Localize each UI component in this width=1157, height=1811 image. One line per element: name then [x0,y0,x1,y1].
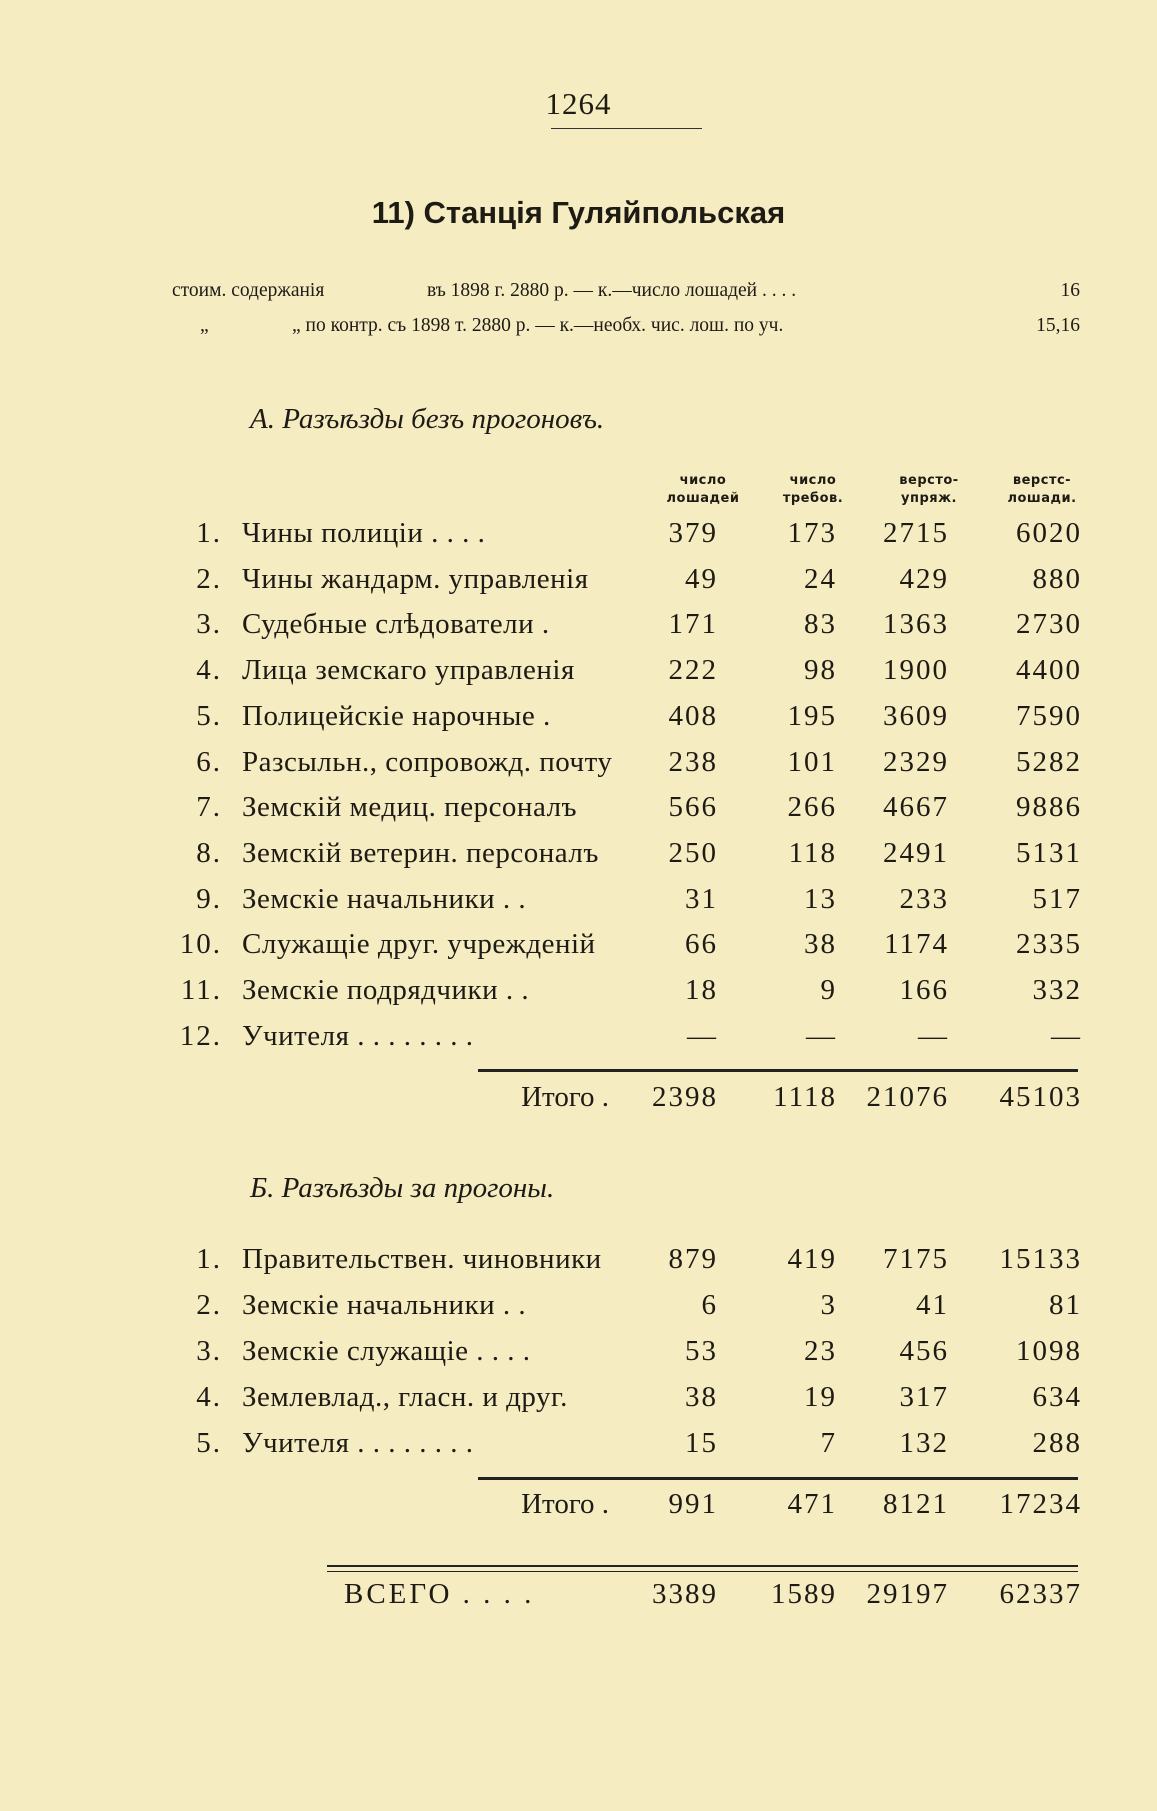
row-label: Земскіе служащіе . . . . [242,1335,531,1367]
info-line-1-text: въ 1898 г. 2880 р. — к.—число лошадей . . . . [427,280,797,301]
grand-total-horses: 3389 [652,1578,718,1610]
row-number: 9. [196,882,222,915]
row-number: 11. [180,974,222,1006]
cell-versts-teams: 233 [899,882,949,915]
grand-total-label: ВСЕГО . . . . [344,1578,535,1610]
cell-versts-teams: 1363 [883,608,949,641]
row-label: Земскіе начальники . . [242,1289,527,1321]
row-label: Правительствен. чиновники [242,1243,602,1275]
cell-versts-horses: 2335 [1016,928,1082,961]
cell-versts-horses: 15133 [999,1243,1082,1275]
cell-horses: 171 [668,608,718,641]
cell-versts-teams: 7175 [883,1243,949,1275]
cell-horses: 222 [668,654,718,687]
row-number: 12. [179,1019,222,1052]
page-number-rule [551,128,702,129]
cell-versts-horses: 5131 [1016,836,1082,869]
table-row [0,654,1157,700]
grand-total-rule [327,1565,1078,1572]
cell-versts-horses: 332 [1032,974,1082,1006]
cell-horses: 250 [668,836,718,869]
cell-versts-horses: 880 [1032,562,1082,595]
cell-requests: 13 [804,882,837,915]
column-header-requests [758,472,868,508]
section-b-total-versts-horses: 17234 [999,1488,1082,1520]
cell-requests: 173 [787,517,837,549]
row-number: 2. [196,562,222,595]
row-label: Служащіе друг. учрежденій [242,928,596,961]
section-b-total-horses: 991 [668,1488,718,1520]
info-line-1-label: стоим. содержанія [172,280,325,301]
grand-total-row [0,1578,1157,1624]
cell-versts-teams: 166 [899,974,949,1006]
cell-requests: 98 [804,654,837,687]
cell-versts-horses: 288 [1032,1427,1082,1459]
cell-horses: 18 [685,974,718,1006]
cell-versts-horses: 2730 [1016,608,1082,641]
cell-versts-horses: 517 [1032,882,1082,915]
row-number: 5. [196,699,222,732]
row-label: Лица земскаго управленія [242,654,575,687]
column-header-versts-teams-line2: упряж. [901,491,957,506]
section-b-heading: Б. Разъѣзды за прогоны. [250,1172,555,1204]
cell-requests: 101 [787,745,837,778]
column-header-horses-line2: лошадей [666,491,740,506]
row-number: 2. [196,1289,222,1321]
section-a-total-requests: 1118 [773,1081,837,1113]
row-number: 3. [196,1335,222,1367]
cell-horses: 566 [668,791,718,824]
cell-requests: 9 [820,974,837,1006]
cell-versts-teams: 41 [916,1289,949,1321]
section-a-heading: А. Разъѣзды безъ прогоновъ. [250,403,605,435]
grand-total-requests: 1589 [771,1578,837,1610]
cell-horses: 31 [685,882,718,915]
section-a-total-row [0,1081,1157,1127]
row-number: 3. [196,608,222,641]
cell-requests: 419 [787,1243,837,1275]
page-title: 11) Станція Гуляйпольская [371,195,786,230]
cell-requests: 83 [804,608,837,641]
cell-versts-teams: 4667 [883,791,949,824]
row-label: Чины жандарм. управленія [242,562,589,595]
section-b-total-rule [478,1477,1078,1480]
column-header-versts-teams-line1: версто- [899,473,959,488]
table-row [0,974,1157,1020]
section-a-total-versts-horses: 45103 [999,1081,1082,1113]
column-header-versts-horses-line1: верстс- [1012,473,1072,488]
table-row [0,1335,1157,1381]
row-label: Земскій ветерин. персоналъ [242,836,599,869]
row-number: 4. [196,654,222,687]
cell-requests: 3 [820,1289,837,1321]
table-row [0,1289,1157,1335]
cell-versts-teams: 132 [899,1427,949,1459]
table-row [0,746,1157,792]
row-label: Земскіе подрядчики . . [242,974,530,1006]
row-label: Чины полиціи . . . . [242,517,486,549]
row-number: 8. [196,836,222,869]
info-line-2-text: „ по контр. съ 1898 т. 2880 р. — к.—необх. чис. лош. по уч. [292,315,784,336]
row-number: 1. [196,517,222,549]
cell-horses: 238 [668,745,718,778]
column-header-horses-line1: число [679,473,727,488]
row-number: 1. [196,1243,222,1275]
table-row [0,1243,1157,1289]
cell-versts-horses: 1098 [1016,1335,1082,1367]
table-row [0,1381,1157,1427]
cell-versts-teams: 456 [899,1335,949,1367]
cell-requests: 118 [788,836,837,869]
row-label: Землевлад., гласн. и друг. [242,1381,568,1413]
row-number: 10. [179,928,222,961]
section-a-total-label: Итого . [521,1081,609,1113]
column-header-versts-teams [874,472,984,508]
row-label: Земскій медиц. персоналъ [242,791,578,824]
cell-versts-horses: 634 [1032,1381,1082,1413]
table-row [0,700,1157,746]
column-header-requests-line1: число [789,473,837,488]
cell-horses: 15 [685,1427,718,1459]
table-row [0,608,1157,654]
cell-horses: 53 [685,1335,718,1367]
cell-horses: 38 [685,1381,718,1413]
table-row [0,1020,1157,1066]
cell-horses: 879 [668,1243,718,1275]
info-line-2-ditto: „ [200,315,209,336]
table-row [0,883,1157,929]
table-row [0,791,1157,837]
section-a-total-horses: 2398 [652,1081,718,1113]
section-b-total-requests: 471 [787,1488,837,1520]
row-number: 6. [196,745,222,778]
cell-horses: 49 [685,562,718,595]
cell-horses: — [687,1019,718,1052]
section-b-total-label: Итого . [521,1488,609,1520]
row-number: 7. [196,791,222,824]
cell-versts-teams: 2491 [883,836,949,869]
cell-requests: 266 [787,791,837,824]
column-header-versts-horses-line2: лошади. [1007,491,1077,506]
info-line-1-value: 16 [1060,280,1080,301]
cell-versts-teams: 317 [899,1381,949,1413]
row-label: Судебные слѣдователи . [242,608,550,641]
table-row [0,563,1157,609]
cell-versts-horses: 6020 [1016,517,1082,549]
cell-horses: 6 [701,1289,718,1321]
info-line-2-value: 15,16 [1036,315,1080,336]
cell-requests: 19 [804,1381,837,1413]
section-b-total-row [0,1488,1157,1534]
table-row [0,837,1157,883]
cell-versts-teams: — [918,1019,949,1052]
cell-versts-horses: 7590 [1016,699,1082,732]
cell-versts-teams: 2329 [883,745,949,778]
page-number: 1264 [545,86,612,121]
cell-requests: 23 [804,1335,837,1367]
cell-versts-teams: 2715 [883,517,949,549]
cell-versts-teams: 1174 [884,928,949,961]
cell-versts-horses: 5282 [1016,745,1082,778]
table-row [0,928,1157,974]
table-row [0,1427,1157,1473]
cell-versts-teams: 1900 [883,654,949,687]
column-header-horses [648,472,758,508]
row-label: Учителя . . . . . . . . [242,1019,474,1052]
cell-versts-horses: 9886 [1016,791,1082,824]
section-a-total-versts-teams: 21076 [866,1081,949,1113]
cell-versts-teams: 429 [899,562,949,595]
cell-requests: 7 [820,1427,837,1459]
row-label: Полицейскіе нарочные . [242,699,551,732]
row-label: Земскіе начальники . . [242,882,527,915]
row-number: 5. [196,1427,222,1459]
cell-requests: — [806,1019,837,1052]
grand-total-versts-teams: 29197 [866,1578,949,1610]
column-header-versts-horses [987,472,1097,508]
cell-versts-teams: 3609 [883,699,949,732]
row-number: 4. [196,1381,222,1413]
cell-versts-horses: 4400 [1016,654,1082,687]
cell-requests: 24 [804,562,837,595]
grand-total-versts-horses: 62337 [999,1578,1082,1610]
column-header-requests-line2: требов. [782,491,844,506]
cell-versts-horses: — [1051,1019,1082,1052]
cell-versts-horses: 81 [1049,1289,1082,1321]
row-label: Учителя . . . . . . . . [242,1427,474,1459]
row-label: Разсыльн., сопровожд. почту [242,745,613,778]
cell-horses: 66 [685,928,718,961]
table-row [0,517,1157,563]
section-b-total-versts-teams: 8121 [883,1488,949,1520]
cell-horses: 379 [668,517,718,549]
cell-requests: 38 [804,928,837,961]
cell-horses: 408 [668,699,718,732]
section-a-total-rule [478,1069,1078,1072]
cell-requests: 195 [787,699,837,732]
